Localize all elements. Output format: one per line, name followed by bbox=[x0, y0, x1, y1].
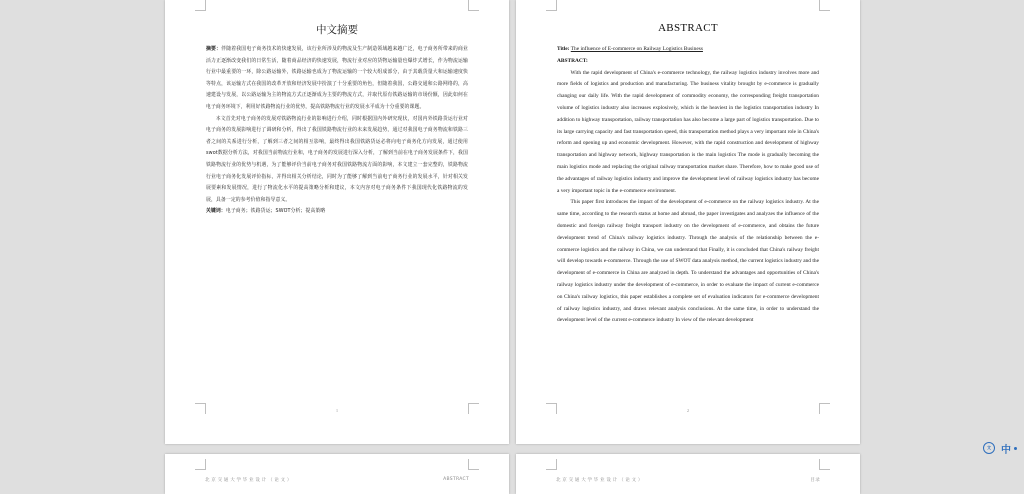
document-page-2 bbox=[516, 0, 860, 444]
page-title: 中文摘要 bbox=[316, 24, 358, 36]
abstract-paragraph-2: 本文首先对电子商务的发展对铁路物流行业的影响进行介绍，同时根据国内外研究现状，对国内外铁路货运行业对电子商务的发展影响进行了调研和分析，得出了我国铁路物流行业的未来发展趋势，通过对我国电子商务物流和铁路三者之间的关系进行分析，了解到三者之间的相互影响，最终得出我国铁路货运必将向电子商务化方向发展，通过使用swot数据分析方法，对我国当前物流行业和，电子商务的发展进行深入分析，了解到当前在电子商务发展条件下，我国铁路物流行业的优势与机遇，为了能够评价当前电子商务对我国铁路物流方面的影响，本文建立一套完整的，铁路物流行业电子商务化发展评价指标，并得出相关分析结论，同时为了能够了解到当前电子商务行业的发展水平，针对相关发展要素和发展情况，进行了物流化水平的提高策略分析和建议，本文内容对电子商务条件下我国现代化铁路物流的发展，具备一定的参考价值和指导意义。 bbox=[206, 115, 468, 203]
abstract-paragraph-2: This paper first introduces the impact of the development of e-commerce on the railway logistics industry. At the same time, according to the research status at home and abroad, the paper investigates and analyzes the influence of the domestic and foreign railway freight transport industry on the development of e-commerce, and obtains the future development trend of China's railway logistics industry. Through the analysis of the relationship between the e-commerce logistics and the railway in China, we can understand that Finally, it is concluded that China's railway freight will develop towards e-commerce. Through the use of SWOT data analysis method, the current logistics industry and the development of e-commerce in China are analyzed in depth. To understand the advantages and opportunities of China's railway logistics industry under the development of e-commerce, in order to evaluate the impact of current e-commerce on China's railway logistics, this paper establishes a complete set of evaluation indicators for e-commerce development of railway logistics industry, and draws relevant analysis conclusions. At the same time, in order to understand the development level of the current e-commerce industry In view of the relevant development bbox=[557, 199, 819, 324]
chinese-abstract-body bbox=[206, 44, 468, 218]
crop-mark bbox=[468, 459, 479, 470]
crop-mark bbox=[195, 459, 206, 470]
abstract-label: 摘要： bbox=[206, 46, 222, 52]
header-left: 北京交通大学毕业设计（论文） bbox=[205, 478, 294, 483]
document-page-4 bbox=[516, 454, 860, 494]
paper-title: The influence of E-commerce on Railway Logistics Business bbox=[570, 46, 703, 52]
page-header bbox=[556, 477, 820, 483]
keywords-label: 关键词： bbox=[206, 208, 226, 215]
abstract-paragraph-1: 伴随着我国电子商务技术的快速发展，该行业所涉及的物流及生产制造领域越来越广泛，电子商务所带来的商业活力正逐渐改变我们的日常生活，随着商品经济的快速发展，物流行业对应的货物运输量也爆炸式增长，作为物流运输行业中最重要的一环，除公路运输外，铁路运输也成为了物流运输的一个较大组成部分，由于其载货量大和运输速度快等特点，该运输方式在我国的改革开放和经济发展中扮演了十分重要的角色，但随着我国，公路交通和公路网络的，高速建设与发展，以公路运输为主的物流方式正逐渐成为主要的物流方式，并取代原有铁路运输的市场份额，因此如何在电子商务环境下，利用好铁路物流行业的优势，提高铁路物流行业的发展水平成为十分重要的课题。 bbox=[206, 46, 468, 110]
page-header bbox=[205, 477, 469, 483]
title-label: Title: bbox=[557, 46, 570, 52]
keywords: 电子商务；铁路货运；SWOT分析；提高策略 bbox=[225, 208, 326, 215]
translate-badge[interactable] bbox=[983, 440, 1024, 456]
page-title: ABSTRACT bbox=[658, 22, 718, 34]
crop-mark bbox=[819, 459, 830, 470]
abstract-paragraph-1: With the rapid development of China's e-commerce technology, the railway logistics industry involves more and more fields of logistics and production and manufacturing. The business vitality brought by e-commerce is gradually changing our daily life. With the rapid development of commodity economy, the corresponding freight transportation volume of logistics industry also increases explosively, which is the heaviest in the logistics transportation industry In addition to highway transportation, railway transportation has also become a large part of logistics transportation. Due to its large carrying capacity and fast transportation speed, this transportation method plays a very important role in China's reform and opening up and economic development. However, with the rapid construction and development of highway transportation and highway network, highway transportation is the main logistics The mode is gradually becoming the main logistics mode and replacing the original railway transportation market share. Therefore, how to make good use of the advantages of railway logistics industry and improve the development level of railway logistics industry has become a very important topic in the e-commerce environment. bbox=[557, 69, 819, 194]
crop-mark bbox=[546, 459, 557, 470]
translate-language-label[interactable]: 中 bbox=[1001, 444, 1011, 456]
crop-mark bbox=[819, 0, 830, 11]
document-page-3 bbox=[165, 454, 509, 494]
header-right: 目录 bbox=[810, 478, 820, 483]
document-page-1 bbox=[165, 0, 509, 444]
header-left: 北京交通大学毕业设计（论文） bbox=[556, 478, 645, 483]
page-number: 2 bbox=[686, 408, 690, 413]
english-abstract-body bbox=[557, 44, 819, 327]
page-number: 1 bbox=[335, 408, 339, 413]
abstract-label: ABSTRACT: bbox=[557, 57, 588, 64]
crop-mark bbox=[195, 0, 206, 11]
header-right: ABSTRACT bbox=[443, 477, 469, 482]
crop-mark bbox=[468, 0, 479, 11]
status-dot bbox=[1014, 447, 1017, 450]
crop-mark bbox=[546, 0, 557, 11]
translate-icon[interactable]: 文 bbox=[983, 442, 995, 454]
